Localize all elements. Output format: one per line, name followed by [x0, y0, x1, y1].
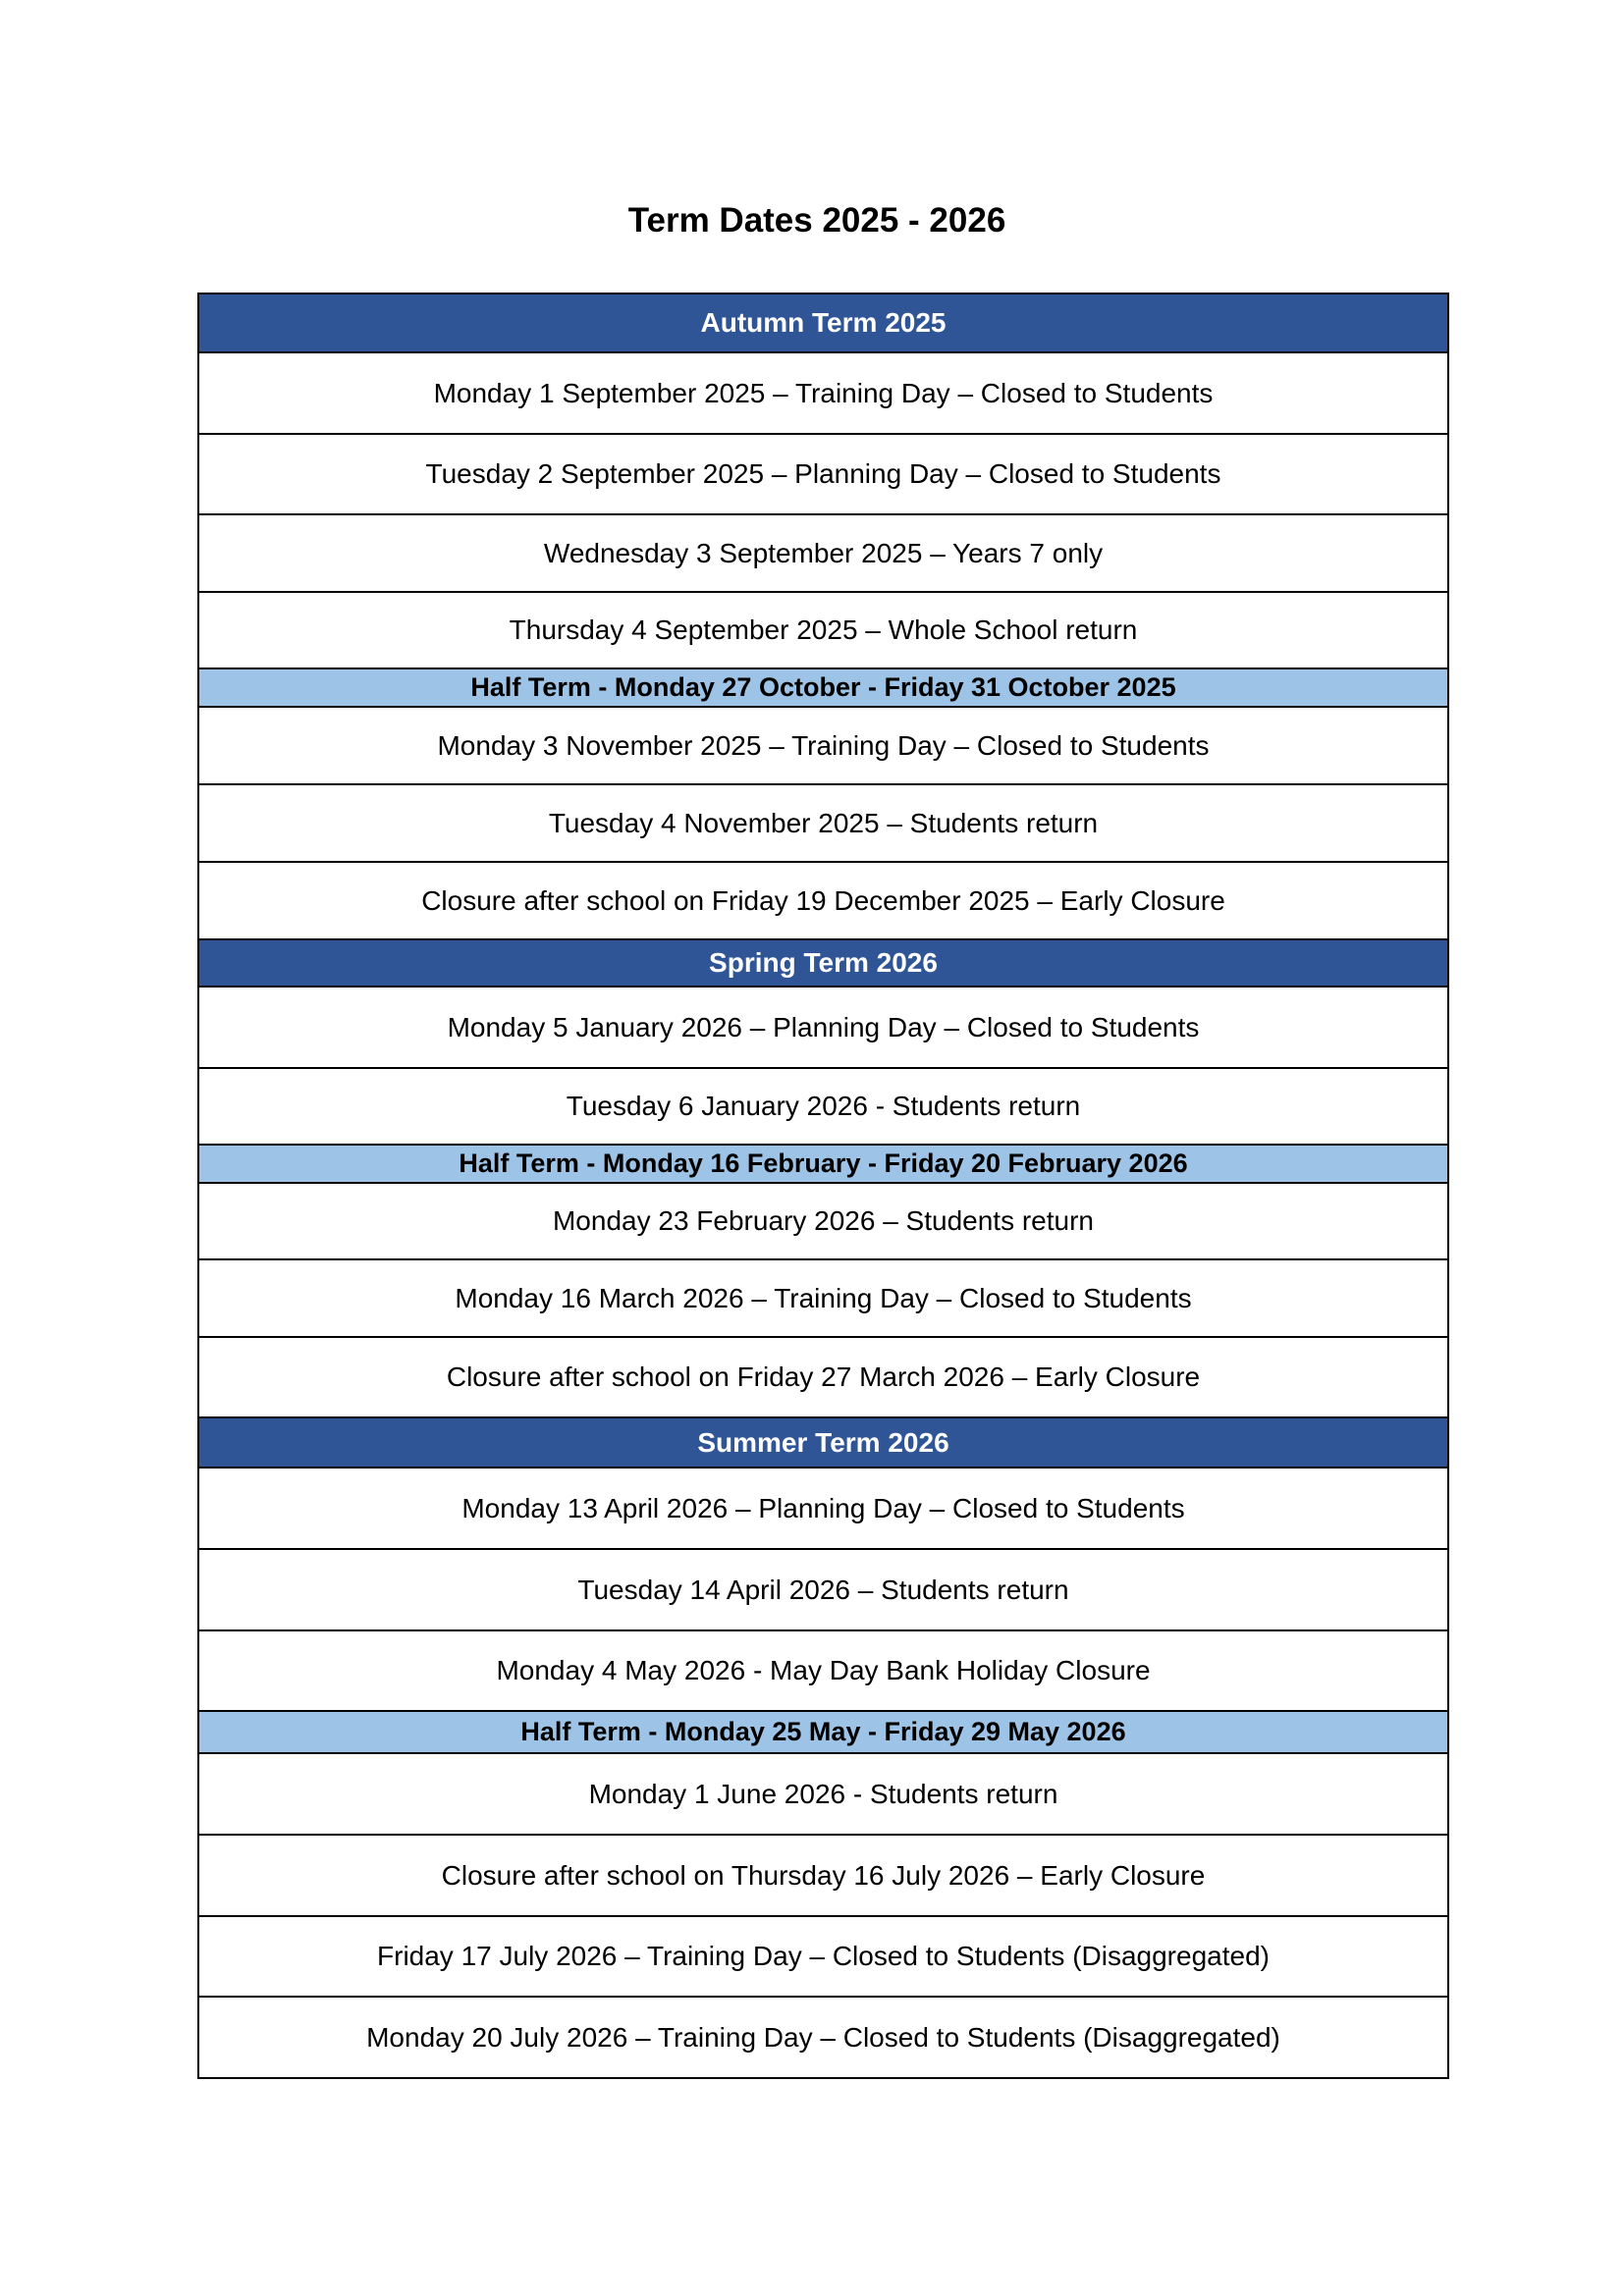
term-header-row [198, 294, 1448, 352]
half-term-summer: Half Term - Monday 25 May - Friday 29 May 2026 [198, 1711, 1448, 1753]
date-entry: Closure after school on Friday 27 March 2026 – Early Closure [198, 1337, 1448, 1417]
half-term-row [198, 668, 1448, 707]
date-entry: Friday 17 July 2026 – Training Day – Closed to Students (Disaggregated) [198, 1916, 1448, 1997]
table-row [198, 987, 1448, 1068]
date-entry: Monday 16 March 2026 – Training Day – Closed to Students [198, 1259, 1448, 1337]
table-row [198, 352, 1448, 434]
table-row [198, 862, 1448, 939]
date-entry: Closure after school on Friday 19 December 2025 – Early Closure [198, 862, 1448, 939]
table-row [198, 1068, 1448, 1145]
date-entry: Tuesday 14 April 2026 – Students return [198, 1549, 1448, 1630]
page-title: Term Dates 2025 - 2026 [627, 201, 1006, 240]
table-row [198, 434, 1448, 514]
table-row [198, 1630, 1448, 1711]
date-entry: Monday 1 September 2025 – Training Day – Closed to Students [198, 352, 1448, 434]
table-row [198, 1753, 1448, 1835]
date-entry: Closure after school on Thursday 16 July 2026 – Early Closure [198, 1835, 1448, 1916]
half-term-autumn: Half Term - Monday 27 October - Friday 31 October 2025 [198, 668, 1448, 707]
date-entry: Monday 1 June 2026 - Students return [198, 1753, 1448, 1835]
table-row [198, 514, 1448, 592]
date-entry: Tuesday 6 January 2026 - Students return [198, 1068, 1448, 1145]
table-row [198, 1183, 1448, 1259]
date-entry: Wednesday 3 September 2025 – Years 7 only [198, 514, 1448, 592]
half-term-row [198, 1711, 1448, 1753]
table-row [198, 784, 1448, 862]
term-header-row [198, 1417, 1448, 1468]
table-row [198, 1997, 1448, 2078]
table-row [198, 707, 1448, 784]
term-header-summer: Summer Term 2026 [198, 1417, 1448, 1468]
date-entry: Monday 23 February 2026 – Students return [198, 1183, 1448, 1259]
table-row [198, 1835, 1448, 1916]
date-entry: Monday 5 January 2026 – Planning Day – Closed to Students [198, 987, 1448, 1068]
term-header-spring: Spring Term 2026 [198, 939, 1448, 987]
date-entry: Tuesday 4 November 2025 – Students return [198, 784, 1448, 862]
half-term-row [198, 1145, 1448, 1183]
term-dates-table [197, 293, 1449, 2079]
table-row [198, 592, 1448, 668]
term-header-row [198, 939, 1448, 987]
date-entry: Monday 3 November 2025 – Training Day – Closed to Students [198, 707, 1448, 784]
date-entry: Thursday 4 September 2025 – Whole School return [198, 592, 1448, 668]
table-row [198, 1259, 1448, 1337]
table-row [198, 1337, 1448, 1417]
date-entry: Monday 13 April 2026 – Planning Day – Closed to Students [198, 1468, 1448, 1549]
date-entry: Monday 4 May 2026 - May Day Bank Holiday Closure [198, 1630, 1448, 1711]
date-entry: Monday 20 July 2026 – Training Day – Closed to Students (Disaggregated) [198, 1997, 1448, 2078]
term-header-autumn: Autumn Term 2025 [198, 294, 1448, 352]
date-entry: Tuesday 2 September 2025 – Planning Day – Closed to Students [198, 434, 1448, 514]
table-row [198, 1549, 1448, 1630]
half-term-spring: Half Term - Monday 16 February - Friday 20 February 2026 [198, 1145, 1448, 1183]
table-row [198, 1916, 1448, 1997]
table-row [198, 1468, 1448, 1549]
